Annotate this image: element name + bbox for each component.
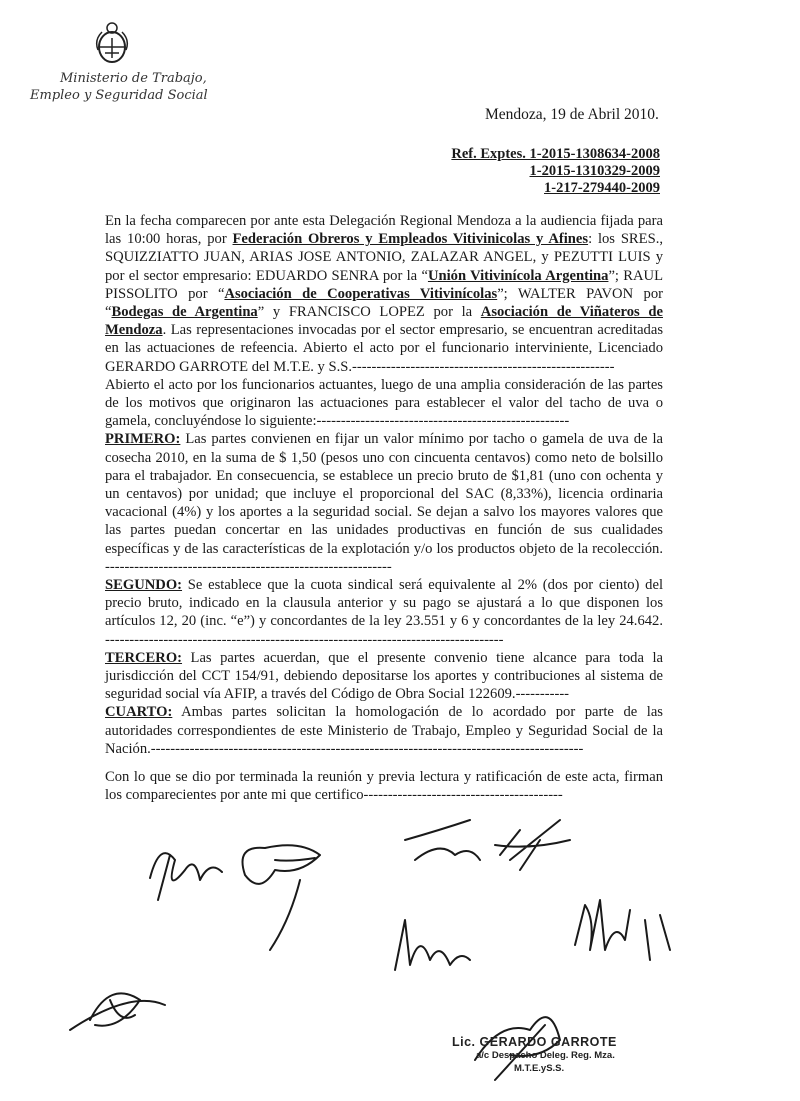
clause-segundo: SEGUNDO: Se establece que la cuota sindical será equivalente al 2% (dos por ciento) del precio bruto, indicado en la clausula anterior y su pago se ajustará a lo que disponen los artículos 12, 20 (inc. “e”) y concordantes de la ley 23.551 y 6 y concordantes de la ley 24.642. ---------------------------------------------------------------------------------- — [105, 577, 663, 648]
ministry-header — [30, 70, 208, 104]
clause-label: TERCERO: — [105, 649, 183, 666]
paragraph-attendance: En la fecha comparecen por ante esta Delegación Regional Mendoza a la audiencia fijada para las 10:00 horas, por Federación Obreros y Empleados Vitivinicolas y Afines: los SRES., SQUIZZIATTO JUAN, ARIAS JOSE ANTONIO, ZALAZAR ANGEL, y PEZUTTI LUIS y por el sector empresario: EDUARDO SENRA por la “Unión Vitivinícola Argentina”; RAUL PISSOLITO por “Asociación de Cooperativas Vitivinícolas”; WALTER PAVON por “Bodegas de Argentina” y FRANCISCO LOPEZ por la Asociación de Viñateros de Mendoza. Las representaciones invocadas por el sector empresario, se encuentran acreditadas en las actuaciones de refeencia. Abierto el acto por el funcionario interviniente, Licenciado GERARDO GARROTE del M.T.E. y S.S.------------------------------------------------------ — [105, 213, 663, 375]
document-body — [105, 212, 663, 805]
signature-2 — [243, 845, 321, 950]
clause-tercero: TERCERO: Las partes acuerdan, que el presente convenio tiene alcance para toda la jurisdicción del CCT 154/91, debiendo depositarse los aportes y contribuciones al sistema de seguridad social vía AFIP, a través del Código de Obra Social 122609.----------- — [105, 649, 663, 703]
reference-line: Ref. Exptes. 1-2015-1308634-2008 — [451, 146, 660, 162]
document-date: Mendoza, 19 de Abril 2010. — [485, 106, 659, 123]
clause-cuarto: CUARTO: Ambas partes solicitan la homologación de lo acordado por parte de las autoridades correspondientes de este Ministerio de Trabajo, Empleo y Seguridad Social de la Nación.----------------------------------------------------------------------------------------- — [105, 704, 663, 757]
ministry-line-2: Empleo y Seguridad Social — [30, 88, 208, 103]
reference-line: 1-217-279440-2009 — [544, 180, 660, 196]
signature-1 — [150, 853, 222, 900]
org-federacion: Federación Obreros y Empleados Vitivinicolas y Afines — [232, 231, 589, 248]
org-bodegas: Bodegas de Argentina — [111, 304, 258, 321]
clause-label: PRIMERO: — [105, 431, 181, 448]
signature-4 — [405, 820, 570, 870]
paragraph-closing: Con lo que se dio por terminada la reunión y previa lectura y ratificación de este acta, firman los comparecientes por ante mi que certifico----------------------------------------- — [105, 769, 663, 804]
reference-files — [451, 146, 660, 197]
clause-primero: PRIMERO: Las partes convienen en fijar un valor mínimo por tacho o gamela de uva de la cosecha 2010, en la suma de $ 1,50 (pesos uno con cincuenta centavos) como neto de bolsillo para el trabajador. En consecuencia, se establece un precio bruto de $1,81 (uno con ochenta y un centavos) por unidad; que incluye el proporcional del SAC (8,33%), licencia ordinaria vacacional (4%) y los aportes a la seguridad social. Se dejan a salvo los mayores valores que las partes puedan concertar en las unidades productivas en función de sus cualidades específicas y de las características de la explotación y/o los productos objeto de la recolección. ----------------------------------------------------------- — [105, 431, 663, 575]
national-seal-icon — [92, 20, 132, 66]
reference-line: 1-2015-1310329-2009 — [529, 163, 660, 179]
official-stamp — [452, 1036, 617, 1075]
stamp-name: Lic. GERARDO GARROTE — [452, 1035, 617, 1049]
org-cooperativas: Asociación de Cooperativas Vitivinícolas — [224, 285, 498, 302]
signatures — [0, 800, 800, 1100]
signature-5 — [395, 920, 470, 970]
clause-label: CUARTO: — [105, 704, 173, 721]
signature-6 — [575, 900, 670, 960]
paragraph-opening: Abierto el acto por los funcionarios actuantes, luego de una amplia consideración de las partes de los motivos que originaron las actuaciones para establecer el valor del tacho de uva o gamela, concluyéndose lo siguiente:---------------------------------------------------- — [105, 376, 663, 430]
org-union-vitivinicola: Unión Vitivinícola Argentina — [427, 267, 609, 284]
stamp-position: a/c Despacho Deleg. Reg. Mza. — [476, 1050, 615, 1061]
stamp-ministry: M.T.E.yS.S. — [514, 1063, 565, 1074]
signature-3 — [70, 993, 165, 1030]
clause-label: SEGUNDO: — [105, 577, 183, 594]
ministry-line-1: Ministerio de Trabajo, — [60, 71, 207, 86]
org-vinateros: Asociación de Viñateros de Mendoza — [105, 304, 663, 339]
